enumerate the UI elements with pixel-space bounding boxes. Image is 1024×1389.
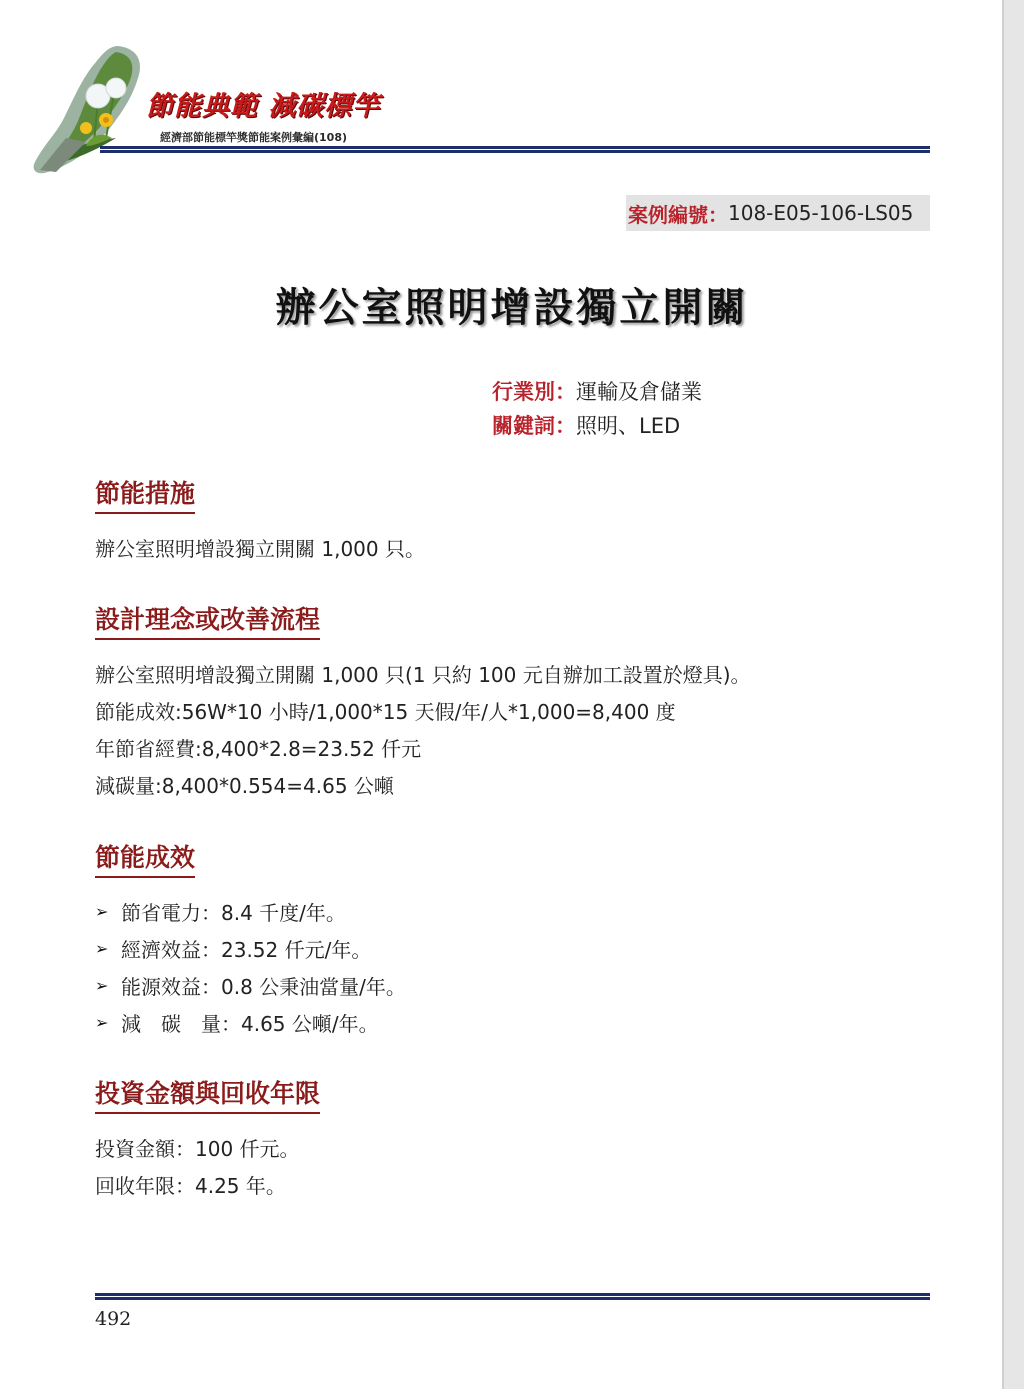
arrow-bullet-icon: ➢ xyxy=(95,976,109,995)
results-list-item xyxy=(95,1008,379,1037)
keywords-line xyxy=(492,410,680,440)
section-heading-design: 設計理念或改善流程 xyxy=(95,600,320,640)
industry-label: 行業別： xyxy=(492,380,576,404)
case-number-label: 案例編號： xyxy=(628,202,728,227)
footer-rule xyxy=(95,1293,930,1300)
industry-line xyxy=(492,376,702,406)
arrow-bullet-icon: ➢ xyxy=(95,902,109,921)
header-subtitle: 經濟部節能標竿獎節能案例彙編(108) xyxy=(160,131,348,144)
results-item-text: 能源效益：0.8 公秉油當量/年。 xyxy=(121,975,406,999)
results-item-text: 減 碳 量：4.65 公噸/年。 xyxy=(121,1012,379,1036)
page-title: 辦公室照明增設獨立開關 xyxy=(275,285,749,331)
keywords-label: 關鍵詞： xyxy=(492,414,576,438)
measures-text: 辦公室照明增設獨立開關 1,000 只。 xyxy=(95,537,425,561)
keywords-value: 照明、LED xyxy=(576,414,681,438)
arrow-bullet-icon: ➢ xyxy=(95,1013,109,1032)
investment-line: 投資金額：100 仟元。 xyxy=(95,1137,300,1161)
results-list-item xyxy=(95,897,346,926)
results-item-text: 經濟效益：23.52 仟元/年。 xyxy=(121,938,372,962)
case-number-box xyxy=(626,195,930,231)
case-number-value: 108-E05-106-LS05 xyxy=(728,201,914,225)
page-side-divider xyxy=(1002,0,1004,1389)
investment-line: 回收年限：4.25 年。 xyxy=(95,1174,286,1198)
section-heading-investment: 投資金額與回收年限 xyxy=(95,1074,320,1114)
results-list-item xyxy=(95,934,371,963)
taiwan-island-dandelion-logo-icon xyxy=(26,38,166,178)
design-line: 節能成效:56W*10 小時/1,000*15 天假/年/人*1,000=8,400 度 xyxy=(95,700,676,724)
industry-value: 運輸及倉儲業 xyxy=(576,380,702,404)
results-item-text: 節省電力：8.4 千度/年。 xyxy=(121,901,346,925)
header-title: 節能典範 減碳標竿 xyxy=(146,91,381,122)
design-line: 辦公室照明增設獨立開關 1,000 只(1 只約 100 元自辦加工設置於燈具)。 xyxy=(95,663,751,687)
design-line: 減碳量:8,400*0.554=4.65 公噸 xyxy=(95,774,394,798)
page-side-strip xyxy=(1004,0,1024,1389)
results-list-item xyxy=(95,971,406,1000)
section-heading-measures: 節能措施 xyxy=(95,474,195,514)
section-heading-results: 節能成效 xyxy=(95,838,195,878)
page-number: 492 xyxy=(95,1308,132,1330)
design-line: 年節省經費:8,400*2.8=23.52 仟元 xyxy=(95,737,422,761)
header-rule xyxy=(100,146,930,153)
arrow-bullet-icon: ➢ xyxy=(95,939,109,958)
